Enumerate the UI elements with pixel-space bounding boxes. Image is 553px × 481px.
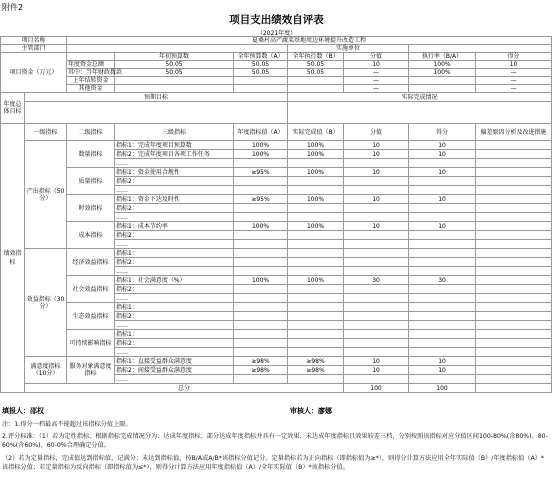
- funds-cell: 50.05: [288, 69, 344, 77]
- score-got: 10: [409, 222, 476, 231]
- deviation-note: [476, 375, 552, 384]
- level2-indicator: 成本指标: [67, 222, 115, 249]
- score-weight: [344, 258, 409, 267]
- actual-value: [288, 348, 344, 357]
- deviation-note: [476, 366, 552, 375]
- deviation-note: [476, 312, 552, 321]
- annual-goals-label: 年度总体目标: [1, 93, 25, 124]
- target-value: 100%: [234, 276, 288, 285]
- funds-cell: —: [344, 77, 409, 85]
- indicator-row: [1, 195, 552, 204]
- funds-cell: —: [476, 69, 552, 77]
- project-name-label: 项目名称: [1, 37, 67, 45]
- perf-header: 实际完成值（B）: [288, 124, 344, 141]
- indicator-row: [1, 276, 552, 285]
- funds-cell: —: [344, 69, 409, 77]
- target-value: [234, 258, 288, 267]
- indicator-row: [1, 249, 552, 258]
- score-got: [409, 267, 476, 276]
- dept-label: 主管部门: [1, 45, 67, 53]
- indicator-name: 指标1：: [115, 249, 234, 258]
- total-note: [476, 384, 552, 393]
- target-value: [234, 285, 288, 294]
- funds-row-label: 年度资金总额: [67, 61, 115, 69]
- indicator-row: [1, 357, 552, 366]
- target-value: [234, 186, 288, 195]
- actual-value: 100%: [288, 222, 344, 231]
- indicator-name: 指标1：资金下达及时性: [115, 195, 234, 204]
- target-value: [234, 321, 288, 330]
- target-value: [234, 294, 288, 303]
- actual-value: [288, 249, 344, 258]
- form-year: （2021年度）: [256, 30, 297, 37]
- funds-cell: 50.05: [234, 61, 288, 69]
- target-value: [234, 267, 288, 276]
- score-weight: [344, 249, 409, 258]
- reviewer-name: 审核人：廖娜: [290, 407, 332, 415]
- deviation-note: [476, 348, 552, 357]
- score-got: [409, 312, 476, 321]
- target-value: [234, 330, 288, 339]
- perf-header: 二级指标: [67, 124, 115, 141]
- actual-value: [288, 321, 344, 330]
- deviation-note: [476, 141, 552, 150]
- actual-result-text: [288, 102, 552, 124]
- funds-header-blank: [67, 53, 115, 61]
- indicator-row: [1, 222, 552, 231]
- actual-value: [288, 339, 344, 348]
- actual-value: ≥98%: [288, 366, 344, 375]
- funds-cell: [288, 77, 344, 85]
- note-3: （2）若为定量指标，完成值达到指标值，记满分；未达到指标值，按B/A或A/B*该指标分值记分。定量指标若为正向指标（即指标值为≥*），则得分计算方法应用全年实际值（B）/年度指标值（A）*该指标分值；若定量指标为反向指标（即指标值为≤*），则得分计算方法应用年度指标值（A）/全年实际值（B）*该指标分值。: [2, 455, 544, 471]
- note-1: 注：1.得分一档最高不能超过该指标分值上限。: [2, 421, 132, 428]
- score-weight: [344, 159, 409, 168]
- actual-value: [288, 186, 344, 195]
- actual-value: [288, 330, 344, 339]
- indicator-name: 指标1：成本节约率: [115, 222, 234, 231]
- score-weight: 10: [344, 366, 409, 375]
- deviation-note: [476, 204, 552, 213]
- indicator-row: [1, 141, 552, 150]
- indicator-name: 指标2：: [115, 231, 234, 240]
- level2-indicator: 生态效益指标: [67, 303, 115, 330]
- target-value: [234, 348, 288, 357]
- score-got: 10: [409, 150, 476, 159]
- attachment-label: 附件2: [2, 3, 24, 12]
- score-weight: 10: [344, 222, 409, 231]
- funds-cell: [115, 85, 234, 93]
- score-got: 30: [409, 276, 476, 285]
- actual-result-header: 实际完成情况: [288, 93, 552, 102]
- indicator-name: ……: [115, 294, 234, 303]
- total-weight: 100: [344, 384, 409, 393]
- score-got: [409, 321, 476, 330]
- level2-indicator: 经济效益指标: [67, 249, 115, 276]
- funds-cell: —: [476, 77, 552, 85]
- target-value: ≥95%: [234, 168, 288, 177]
- target-value: [234, 177, 288, 186]
- target-value: [234, 231, 288, 240]
- indicator-name: ……: [115, 213, 234, 222]
- deviation-note: [476, 231, 552, 240]
- filler-name: 填报人：邵权: [2, 407, 44, 415]
- score-got: [409, 303, 476, 312]
- score-weight: [344, 375, 409, 384]
- score-weight: 10: [344, 141, 409, 150]
- funds-label: 项目资金（万元）: [1, 53, 67, 93]
- score-got: [409, 204, 476, 213]
- actual-value: 100%: [288, 195, 344, 204]
- score-got: [409, 330, 476, 339]
- indicator-row: [1, 168, 552, 177]
- score-got: 10: [409, 168, 476, 177]
- indicator-name: 指标2：: [115, 177, 234, 186]
- indicator-name: 指标2：: [115, 339, 234, 348]
- funds-row-label: 其中：当年财政拨款: [68, 69, 123, 76]
- score-got: 10: [409, 141, 476, 150]
- score-got: [409, 249, 476, 258]
- indicator-name: 指标2：: [115, 258, 234, 267]
- indicator-name: ……: [115, 267, 234, 276]
- funds-cell: 100%: [409, 61, 476, 69]
- deviation-note: [476, 267, 552, 276]
- score-got: [409, 258, 476, 267]
- dept-value: [67, 45, 288, 53]
- score-got: [409, 213, 476, 222]
- indicator-name: ……: [115, 348, 234, 357]
- target-value: 100%: [234, 222, 288, 231]
- funds-header: 执行率（B/A）: [409, 53, 476, 61]
- indicator-name: 指标1：完成年度项目预算数: [115, 141, 234, 150]
- actual-value: 100%: [288, 141, 344, 150]
- project-name: 夏桑村高产蔬菜基地周边环境提升改造工程: [67, 37, 552, 45]
- funds-cell: 100%: [409, 69, 476, 77]
- total-score: 100: [409, 384, 476, 393]
- level1-indicator: 满意度指标（10分）: [25, 357, 67, 384]
- actual-value: [288, 303, 344, 312]
- funds-cell: [115, 77, 234, 85]
- total-row: [1, 384, 552, 393]
- deviation-note: [476, 186, 552, 195]
- funds-header: 分值: [344, 53, 409, 61]
- deviation-note: [476, 339, 552, 348]
- deviation-note: [476, 213, 552, 222]
- indicator-name: 指标2：完成年度项目各项工作任务: [115, 150, 234, 159]
- actual-value: [288, 204, 344, 213]
- actual-value: [288, 285, 344, 294]
- score-weight: 10: [344, 150, 409, 159]
- indicator-name: ……: [115, 186, 234, 195]
- indicator-name: ……: [115, 240, 234, 249]
- actual-value: [288, 231, 344, 240]
- score-got: [409, 231, 476, 240]
- level2-indicator: 社会效益指标: [67, 276, 115, 303]
- score-weight: [344, 240, 409, 249]
- funds-cell: [234, 77, 288, 85]
- indicator-name: 指标2：: [115, 204, 234, 213]
- funds-header: 全年预算数（A）: [234, 53, 288, 61]
- total-label: 总分: [25, 384, 344, 393]
- target-value: [234, 204, 288, 213]
- indicator-name: ……: [115, 159, 234, 168]
- score-weight: [344, 321, 409, 330]
- level2-indicator: 质量指标: [67, 168, 115, 195]
- indicator-row: [1, 330, 552, 339]
- score-weight: [344, 204, 409, 213]
- deviation-note: [476, 249, 552, 258]
- score-got: [409, 348, 476, 357]
- target-value: [234, 159, 288, 168]
- level2-indicator: 时效指标: [67, 195, 115, 222]
- indicator-name: ……: [115, 375, 234, 384]
- score-got: [409, 294, 476, 303]
- deviation-note: [476, 258, 552, 267]
- perf-indicator-label: 绩效指标: [1, 124, 25, 393]
- perf-header: 三级指标: [115, 124, 234, 141]
- score-weight: 10: [344, 357, 409, 366]
- actual-value: [288, 240, 344, 249]
- actual-value: [288, 375, 344, 384]
- level1-indicator: 产出指标（50分）: [25, 141, 67, 249]
- score-got: 10: [409, 195, 476, 204]
- actual-value: 100%: [288, 276, 344, 285]
- score-weight: [344, 231, 409, 240]
- indicator-name: 指标2：间接受益群众满意度: [115, 366, 234, 375]
- deviation-note: [476, 240, 552, 249]
- score-weight: [344, 303, 409, 312]
- funds-cell: —: [476, 85, 552, 93]
- funds-row-label: 其他资金: [67, 85, 115, 93]
- level2-indicator: 可持续影响指标: [67, 330, 115, 357]
- score-weight: [344, 285, 409, 294]
- target-value: 100%: [234, 150, 288, 159]
- level2-indicator: 服务对象满意度指标: [67, 357, 115, 384]
- level1-indicator: 效益指标（30分）: [25, 249, 67, 357]
- expected-goal-header: 预期目标: [25, 93, 288, 102]
- deviation-note: [476, 159, 552, 168]
- funds-cell: 50.05: [288, 61, 344, 69]
- form-title: 项目支出绩效自评表: [229, 14, 324, 26]
- score-weight: [344, 312, 409, 321]
- funds-cell: 50.05: [234, 69, 288, 77]
- indicator-name: 指标1：直接受益群众满意度: [115, 357, 234, 366]
- score-weight: 10: [344, 168, 409, 177]
- funds-header: 全年执行数（B）: [288, 53, 344, 61]
- funds-cell: 50.05: [115, 61, 234, 69]
- score-got: [409, 177, 476, 186]
- actual-value: [288, 159, 344, 168]
- indicator-name: 指标2：: [115, 285, 234, 294]
- indicator-row: [1, 303, 552, 312]
- funds-row-label: 上年结转资金: [67, 77, 115, 85]
- note-2: 2.评分标准：（1）若为定性指标，根据指标完成情况分为：达成年度指标、部分达成年度指标并具有一定效果、未达成年度指标且效果较差三档，分别按照该指标对应分值区间100-80%(含80%)、80-60%(含60%)、60-0%合理确定分值。: [2, 433, 548, 449]
- perf-header: 一级指标: [25, 124, 67, 141]
- score-weight: 10: [344, 195, 409, 204]
- score-weight: [344, 339, 409, 348]
- indicator-name: ……: [115, 321, 234, 330]
- deviation-note: [476, 330, 552, 339]
- target-value: ≥98%: [234, 366, 288, 375]
- score-weight: [344, 213, 409, 222]
- indicator-name: 指标1：: [115, 303, 234, 312]
- funds-header: 得分: [476, 53, 552, 61]
- impl-unit-value: [409, 45, 552, 53]
- deviation-note: [476, 357, 552, 366]
- target-value: ≥98%: [234, 357, 288, 366]
- score-weight: [344, 267, 409, 276]
- target-value: [234, 339, 288, 348]
- funds-cell: 10: [476, 61, 552, 69]
- perf-header: 偏差原因分析及改进措施: [476, 124, 552, 141]
- target-value: [234, 249, 288, 258]
- actual-value: [288, 258, 344, 267]
- score-weight: [344, 177, 409, 186]
- deviation-note: [476, 195, 552, 204]
- deviation-note: [476, 177, 552, 186]
- deviation-note: [476, 294, 552, 303]
- score-got: 10: [409, 357, 476, 366]
- funds-cell: [409, 85, 476, 93]
- target-value: [234, 213, 288, 222]
- actual-value: [288, 267, 344, 276]
- score-got: [409, 339, 476, 348]
- deviation-note: [476, 150, 552, 159]
- score-weight: [344, 348, 409, 357]
- expected-goal-text: [25, 102, 288, 124]
- score-got: [409, 285, 476, 294]
- actual-value: [288, 213, 344, 222]
- indicator-name: 指标1：资金使用合规性: [115, 168, 234, 177]
- target-value: 100%: [234, 141, 288, 150]
- funds-cell: 50.05: [115, 69, 234, 77]
- score-got: [409, 159, 476, 168]
- score-got: 10: [409, 366, 476, 375]
- funds-cell: [234, 85, 288, 93]
- perf-header: 得分: [409, 124, 476, 141]
- actual-value: 100%: [288, 168, 344, 177]
- funds-cell: [409, 77, 476, 85]
- target-value: [234, 312, 288, 321]
- actual-value: [288, 177, 344, 186]
- actual-value: [288, 312, 344, 321]
- score-weight: [344, 330, 409, 339]
- perf-header: 年度指标值（A）: [234, 124, 288, 141]
- target-value: ≥95%: [234, 195, 288, 204]
- deviation-note: [476, 321, 552, 330]
- impl-unit-label: 实施单位: [288, 45, 409, 53]
- score-weight: 30: [344, 276, 409, 285]
- deviation-note: [476, 285, 552, 294]
- performance-table: [0, 36, 552, 393]
- score-got: [409, 186, 476, 195]
- target-value: [234, 240, 288, 249]
- deviation-note: [476, 276, 552, 285]
- actual-value: 100%: [288, 150, 344, 159]
- funds-cell: [288, 85, 344, 93]
- indicator-name: 指标2：: [115, 312, 234, 321]
- perf-header: 分值: [344, 124, 409, 141]
- deviation-note: [476, 168, 552, 177]
- funds-cell: —: [344, 85, 409, 93]
- score-got: [409, 375, 476, 384]
- score-got: [409, 240, 476, 249]
- score-weight: [344, 294, 409, 303]
- level2-indicator: 数量指标: [67, 141, 115, 168]
- target-value: [234, 303, 288, 312]
- deviation-note: [476, 303, 552, 312]
- funds-cell: 10: [344, 61, 409, 69]
- indicator-name: 指标1：: [115, 330, 234, 339]
- deviation-note: [476, 222, 552, 231]
- actual-value: ≥98%: [288, 357, 344, 366]
- actual-value: [288, 294, 344, 303]
- indicator-name: 指标1：社会满意度（%）: [115, 276, 234, 285]
- target-value: [234, 375, 288, 384]
- score-weight: [344, 186, 409, 195]
- funds-header: 年初预算数: [115, 53, 234, 61]
